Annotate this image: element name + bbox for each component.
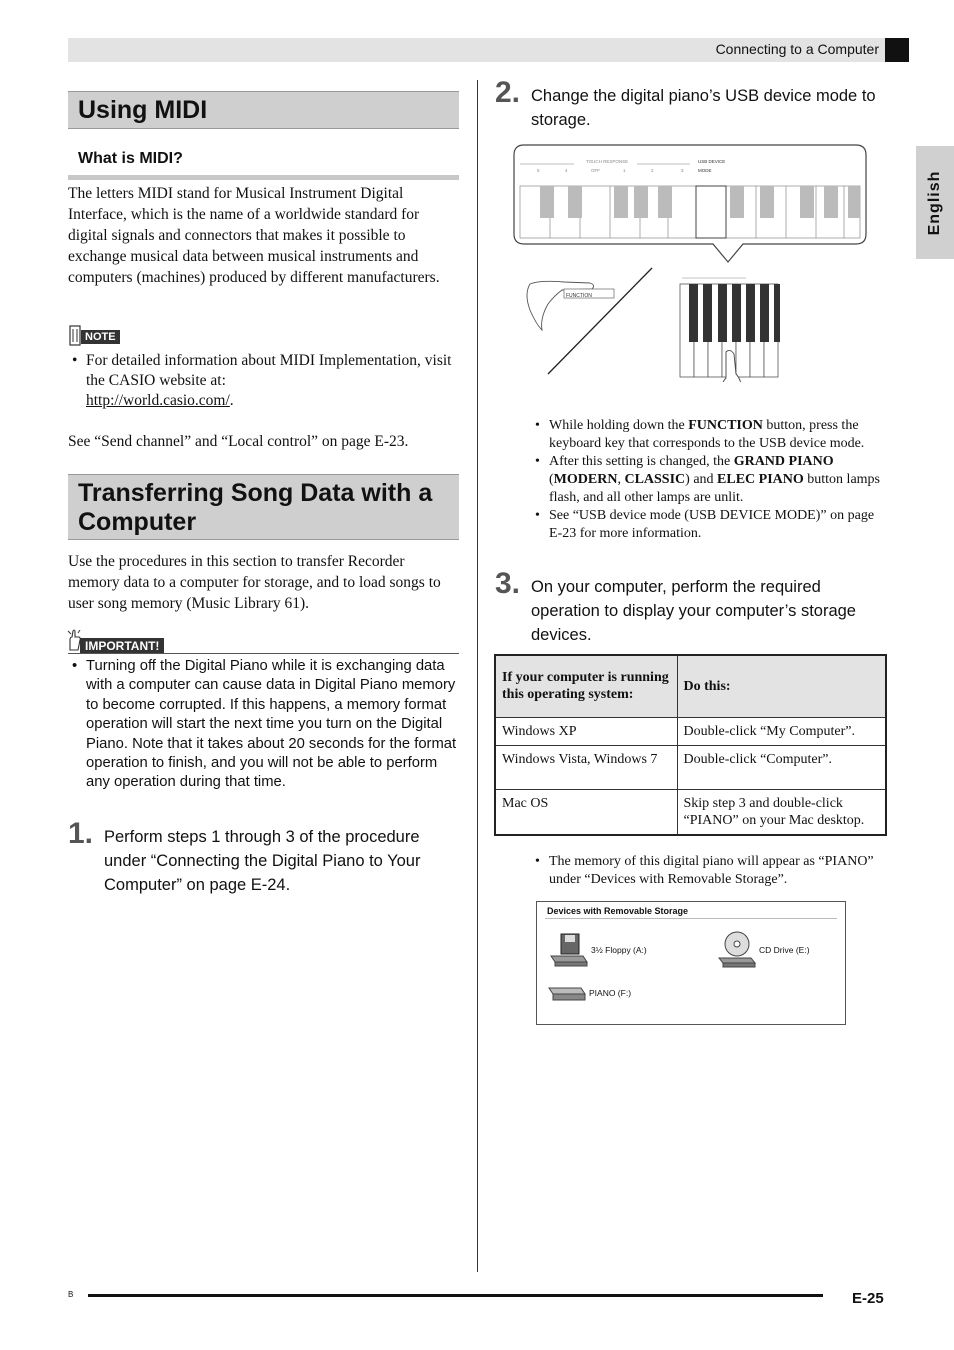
os-instructions-table <box>494 654 887 836</box>
usb-mode-illustration <box>510 142 872 382</box>
casio-website-link[interactable]: http://world.casio.com/ <box>86 392 230 409</box>
transfer-heading: Transferring Song Data with a Computer <box>68 474 459 540</box>
key-number-4: 4 <box>565 168 568 173</box>
step-2-number: 2. <box>495 76 521 109</box>
table-header-action: Do this: <box>677 655 886 717</box>
what-is-midi-heading: What is MIDI? <box>78 150 183 167</box>
removable-storage-title: Devices with Removable Storage <box>547 906 689 916</box>
floppy-drive-icon[interactable] <box>549 932 589 968</box>
footer-mark: B <box>68 1290 74 1299</box>
title-separator <box>545 918 837 919</box>
transfer-description: Use the procedures in this section to transfer Recorder memory data to a computer for storage, and to load songs to user song memory (Music Library 61). <box>68 553 441 612</box>
step-3-number: 3. <box>495 567 521 600</box>
see-also-text: See “Send channel” and “Local control” on page E-23. <box>68 433 409 450</box>
header-block <box>885 38 909 62</box>
important-item: • Turning off the Digital Piano while it is exchanging data with a computer can cause data in Digital Piano memory to become corrupted. If this happens, a memory format operation will start the next time you turn on the Digital Piano. Note that it takes about 20 seconds for the format operation to finish, and you will not be able to perform any operation during that time. <box>68 657 460 793</box>
table-header-os: If your computer is running this operating system: <box>495 655 677 717</box>
note-text: For detailed information about MIDI Implementation, visit the CASIO website at: <box>86 352 452 389</box>
important-content <box>68 657 460 793</box>
note-label: NOTE <box>81 330 120 344</box>
page-number: E-25 <box>852 1290 884 1307</box>
key-number-5: 5 <box>537 168 540 173</box>
table-row: Mac OS Skip step 3 and double-click “PIANO” on your Mac desktop. <box>495 789 886 835</box>
off-label: OFF <box>591 168 600 173</box>
using-midi-heading: Using MIDI <box>68 91 459 129</box>
piano-drive-label[interactable]: PIANO (F:) <box>589 988 632 998</box>
subheading-rule <box>68 175 459 180</box>
step-2-note-1: • While holding down the FUNCTION button, press the keyboard key that corresponds to the USB device mode. <box>531 417 886 453</box>
usb-device-label: USB DEVICE <box>698 159 726 164</box>
important-rule <box>68 653 459 654</box>
step-3-notes <box>531 853 891 889</box>
step-2-note-2: • After this setting is changed, the GRAND PIANO (MODERN, CLASSIC) and ELEC PIANO button lamps flash, and all other lamps are unlit. <box>531 453 886 507</box>
key-number-1: 1 <box>623 168 626 173</box>
step-2-note-3: • See “USB device mode (USB DEVICE MODE)” on page E-23 for more information. <box>531 507 886 543</box>
column-divider <box>477 80 478 1272</box>
language-tab <box>916 146 954 259</box>
note-item: • For detailed information about MIDI Implementation, visit the CASIO website at: http://world.casio.com/. <box>68 351 460 411</box>
step-1-text: Perform steps 1 through 3 of the procedure under “Connecting the Digital Piano to Your Computer” on page E-24. <box>104 828 421 894</box>
key-number-3: 3 <box>681 168 684 173</box>
key-number-2: 2 <box>651 168 654 173</box>
midi-description: The letters MIDI stand for Musical Instrument Digital Interface, which is the name of a worldwide standard for digital signals and connectors that makes it possible to exchange musical data between musical instruments and computers (machines) produced by different manufacturers. <box>68 185 440 286</box>
footer-rule <box>88 1294 823 1297</box>
cd-drive-icon[interactable] <box>717 930 757 968</box>
step-2-text: Change the digital piano’s USB device mode to storage. <box>531 87 876 129</box>
touch-response-label: TOUCH RESPONSE <box>586 159 629 164</box>
step-3-note: • The memory of this digital piano will appear as “PIANO” under “Devices with Removable Storage”. <box>531 853 891 889</box>
removable-storage-window <box>536 901 846 1025</box>
step-1-number: 1. <box>68 817 94 850</box>
table-row: Windows XP Double-click “My Computer”. <box>495 717 886 745</box>
piano-drive-icon[interactable] <box>547 982 587 1006</box>
cd-drive-label[interactable]: CD Drive (E:) <box>759 945 810 955</box>
step-3-text: On your computer, perform the required operation to display your computer’s storage devices. <box>531 578 856 644</box>
mode-label: MODE <box>698 168 712 173</box>
function-button-label: FUNCTION <box>566 293 592 299</box>
step-2-notes <box>531 417 886 543</box>
floppy-drive-label[interactable]: 3½ Floppy (A:) <box>591 945 647 955</box>
note-icon <box>68 325 82 347</box>
important-label: IMPORTANT! <box>80 638 164 654</box>
table-row: Windows Vista, Windows 7 Double-click “Computer”. <box>495 745 886 789</box>
note-content <box>68 351 460 411</box>
language-tab-label: English <box>926 170 943 235</box>
header-section-title: Connecting to a Computer <box>715 41 879 57</box>
